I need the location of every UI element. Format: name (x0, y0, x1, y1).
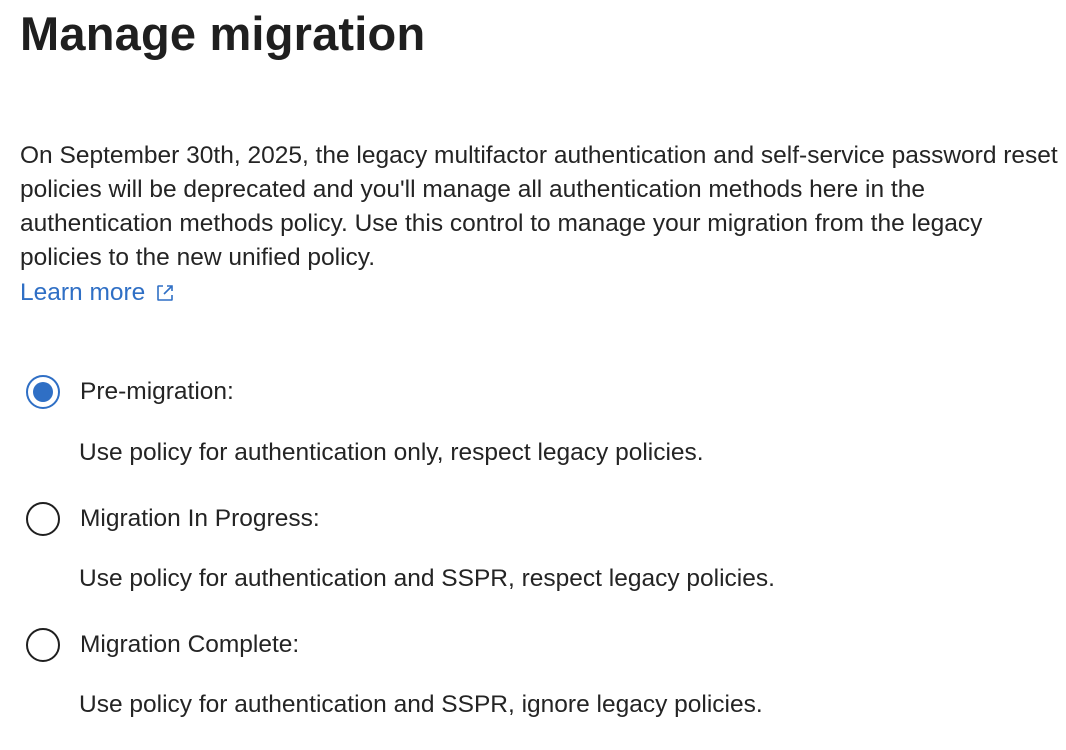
radio-option-pre-migration[interactable] (26, 375, 234, 409)
external-link-icon (155, 283, 175, 303)
option-label-migration-in-progress: Migration In Progress: (80, 505, 320, 532)
option-label-migration-complete: Migration Complete: (80, 631, 300, 658)
radio-button-pre-migration[interactable] (26, 375, 60, 409)
radio-button-migration-complete[interactable] (26, 628, 60, 662)
option-description-migration-complete: Use policy for authentication and SSPR, ignore legacy policies. (79, 691, 763, 718)
option-label-pre-migration: Pre-migration: (80, 378, 234, 405)
page-title: Manage migration (20, 7, 426, 60)
radio-selected-dot (33, 382, 53, 402)
option-description-migration-in-progress: Use policy for authentication and SSPR, respect legacy policies. (79, 565, 775, 592)
radio-option-migration-in-progress[interactable] (26, 502, 320, 536)
learn-more-label: Learn more (20, 279, 146, 306)
migration-description: On September 30th, 2025, the legacy multifactor authentication and self-service password reset policies will be deprecated and you'll manage all authentication methods here in the authentication methods policy. Use this control to manage your migration from the legacy policies to the new unified policy. (20, 142, 1058, 271)
option-description-pre-migration: Use policy for authentication only, respect legacy policies. (79, 439, 704, 466)
radio-option-migration-complete[interactable] (26, 628, 299, 662)
radio-button-migration-in-progress[interactable] (26, 502, 60, 536)
learn-more-link[interactable] (20, 276, 175, 310)
